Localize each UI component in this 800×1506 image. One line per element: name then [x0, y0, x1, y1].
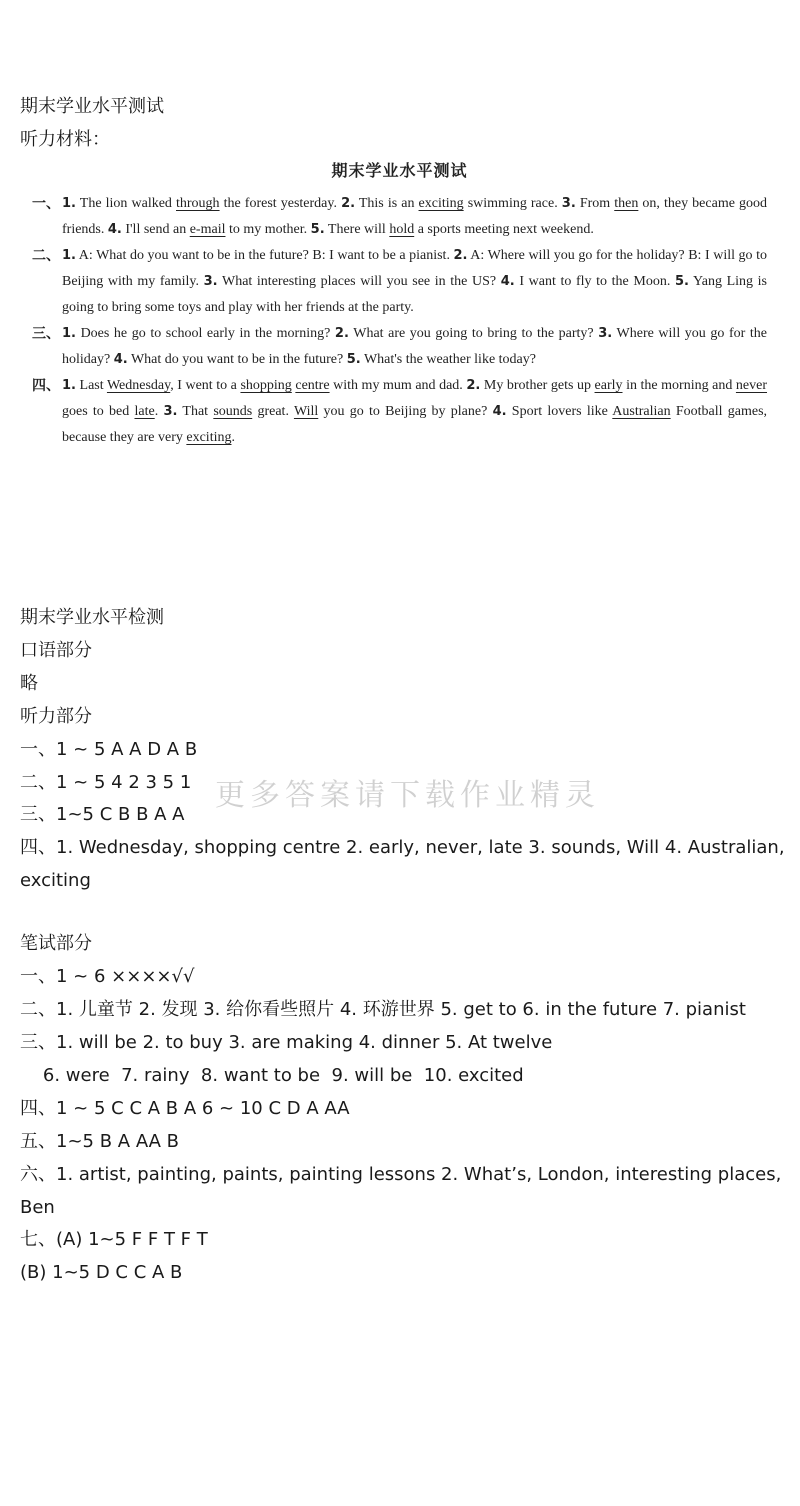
- item-number: 4.: [492, 404, 507, 419]
- transcript-text: A: What do you want to be in the future? B: I want to be a pianist.: [75, 248, 454, 263]
- section-number: 四、: [32, 378, 60, 394]
- transcript-text: What interesting places will you see in the US?: [217, 274, 501, 289]
- item-number: 1.: [62, 248, 76, 263]
- section-number: 一、: [32, 196, 60, 212]
- answer-line: exciting: [20, 870, 91, 891]
- answer-line: 四、1 ~ 5 C C A B A 6 ~ 10 C D A AA: [20, 1098, 350, 1119]
- answer-line: 期末学业水平检测: [20, 607, 164, 628]
- answer-line: 略: [20, 673, 38, 694]
- item-number: 2.: [466, 378, 481, 393]
- answer-line: 七、(A) 1~5 F F T F T: [20, 1229, 208, 1250]
- item-number: 4.: [500, 274, 515, 289]
- transcript-text: to my mother.: [225, 222, 311, 237]
- answer-word: never: [735, 378, 768, 393]
- answer-word: late: [134, 404, 155, 419]
- answer-line: 三、1. will be 2. to buy 3. are making 4. dinner 5. At twelve: [20, 1032, 553, 1053]
- answer-line: 三、1~5 C B B A A: [20, 804, 185, 825]
- answer-word: e-mail: [189, 222, 226, 237]
- answer-word: through: [176, 196, 220, 211]
- answer-word: exciting: [418, 196, 464, 211]
- item-number: 2.: [334, 326, 349, 341]
- transcript-text: in the morning and: [622, 378, 736, 393]
- transcript-text: , I went to a: [170, 378, 241, 393]
- transcript-text: What's the weather like today?: [360, 352, 536, 367]
- transcript-section: [32, 373, 767, 451]
- transcript-text: What do you want to be in the future?: [127, 352, 347, 367]
- answer-line: 一、1 ~ 6 ××××√√: [20, 966, 195, 987]
- transcript-text: great.: [252, 404, 294, 419]
- item-number: 1.: [62, 196, 76, 211]
- transcript-text: with my mum and dad.: [329, 378, 467, 393]
- transcript-text: Yang Ling is going to bring some toys and play with her friends at the party.: [62, 274, 767, 315]
- transcript-text: What are you going to bring to the party?: [348, 326, 599, 341]
- answer-word: hold: [389, 222, 415, 237]
- item-number: 5.: [674, 274, 689, 289]
- answer-line: Ben: [20, 1197, 55, 1218]
- answer-line: 四、1. Wednesday, shopping centre 2. early, never, late 3. sounds, Will 4. Australian,: [20, 837, 785, 858]
- watermark: 更多答案请下载作业精灵: [215, 778, 600, 813]
- transcript-text: There will: [324, 222, 390, 237]
- answer-line: (B) 1~5 D C C A B: [20, 1262, 183, 1283]
- answer-line: 六、1. artist, painting, paints, painting lessons 2. What’s, London, interesting places,: [20, 1164, 782, 1185]
- transcript-section: [32, 243, 767, 321]
- item-number: 2.: [453, 248, 468, 263]
- answer-word: Australian: [612, 404, 671, 419]
- item-number: 3.: [561, 196, 576, 211]
- transcript-text: swimming race.: [463, 196, 562, 211]
- answer-word: then: [614, 196, 639, 211]
- transcript-text: I'll send an: [121, 222, 190, 237]
- section-number: 三、: [32, 326, 60, 342]
- answer-word: exciting: [186, 430, 232, 445]
- transcript-text: .: [154, 404, 164, 419]
- answer-word: shopping: [240, 378, 292, 393]
- answer-word: centre: [295, 378, 330, 393]
- transcript-text: My brother gets up: [480, 378, 595, 393]
- transcript-section: [32, 321, 767, 373]
- transcript-text: That: [177, 404, 214, 419]
- transcript-text: .: [231, 430, 235, 445]
- transcript-text: From: [575, 196, 615, 211]
- transcript-text: This is an: [355, 196, 419, 211]
- item-number: 1.: [62, 326, 76, 341]
- item-number: 3.: [598, 326, 613, 341]
- answer-word: Wednesday: [106, 378, 171, 393]
- item-number: 3.: [203, 274, 218, 289]
- transcript-text: the forest yesterday.: [219, 196, 342, 211]
- transcript-text: Football games, because they are very: [62, 404, 768, 445]
- transcript-text: on, they became good friends.: [62, 196, 767, 237]
- item-number: 2.: [341, 196, 356, 211]
- item-number: 5.: [310, 222, 325, 237]
- item-number: 3.: [163, 404, 178, 419]
- listening-material-label: 听力材料：: [20, 129, 110, 150]
- transcript-text: Where will you go for the holiday?: [62, 326, 767, 367]
- answer-word: Will: [293, 404, 319, 419]
- transcript-title: 期末学业水平测试: [331, 161, 468, 180]
- transcript-text: The lion walked: [75, 196, 176, 211]
- item-number: 1.: [62, 378, 76, 393]
- transcript-text: I want to fly to the Moon.: [514, 274, 675, 289]
- answer-word: early: [594, 378, 623, 393]
- answer-line: 笔试部分: [20, 933, 92, 954]
- answer-line: 五、1~5 B A AA B: [20, 1131, 180, 1152]
- transcript-text: Sport lovers like: [506, 404, 613, 419]
- transcript-text: you go to Beijing by plane?: [318, 404, 493, 419]
- transcript-section: [32, 191, 767, 243]
- answer-line: 6. were 7. rainy 8. want to be 9. will be 10. excited: [20, 1065, 524, 1086]
- transcript-text: goes to bed: [62, 404, 135, 419]
- transcript-text: a sports meeting next weekend.: [414, 222, 594, 237]
- scanned-listening-transcript: [32, 158, 767, 451]
- answer-word: sounds: [213, 404, 253, 419]
- answer-line: 听力部分: [20, 706, 92, 727]
- item-number: 4.: [107, 222, 122, 237]
- answer-line: 二、1 ~ 5 4 2 3 5 1: [20, 772, 192, 793]
- item-number: 4.: [113, 352, 128, 367]
- transcript-text: A: Where will you go for the holiday? B: I will go to Beijing with my family.: [62, 248, 767, 289]
- section-number: 二、: [32, 248, 60, 264]
- answer-line: 口语部分: [20, 640, 92, 661]
- transcript-text: Does he go to school early in the morning?: [75, 326, 335, 341]
- page-title: 期末学业水平测试: [20, 96, 164, 117]
- item-number: 5.: [346, 352, 361, 367]
- transcript-sections: [32, 191, 767, 451]
- transcript-text: Last: [75, 378, 107, 393]
- answer-line: 二、1. 儿童节 2. 发现 3. 给你看些照片 4. 环游世界 5. get to 6. in the future 7. pianist: [20, 999, 746, 1020]
- answer-line: 一、1 ~ 5 A A D A B: [20, 739, 198, 760]
